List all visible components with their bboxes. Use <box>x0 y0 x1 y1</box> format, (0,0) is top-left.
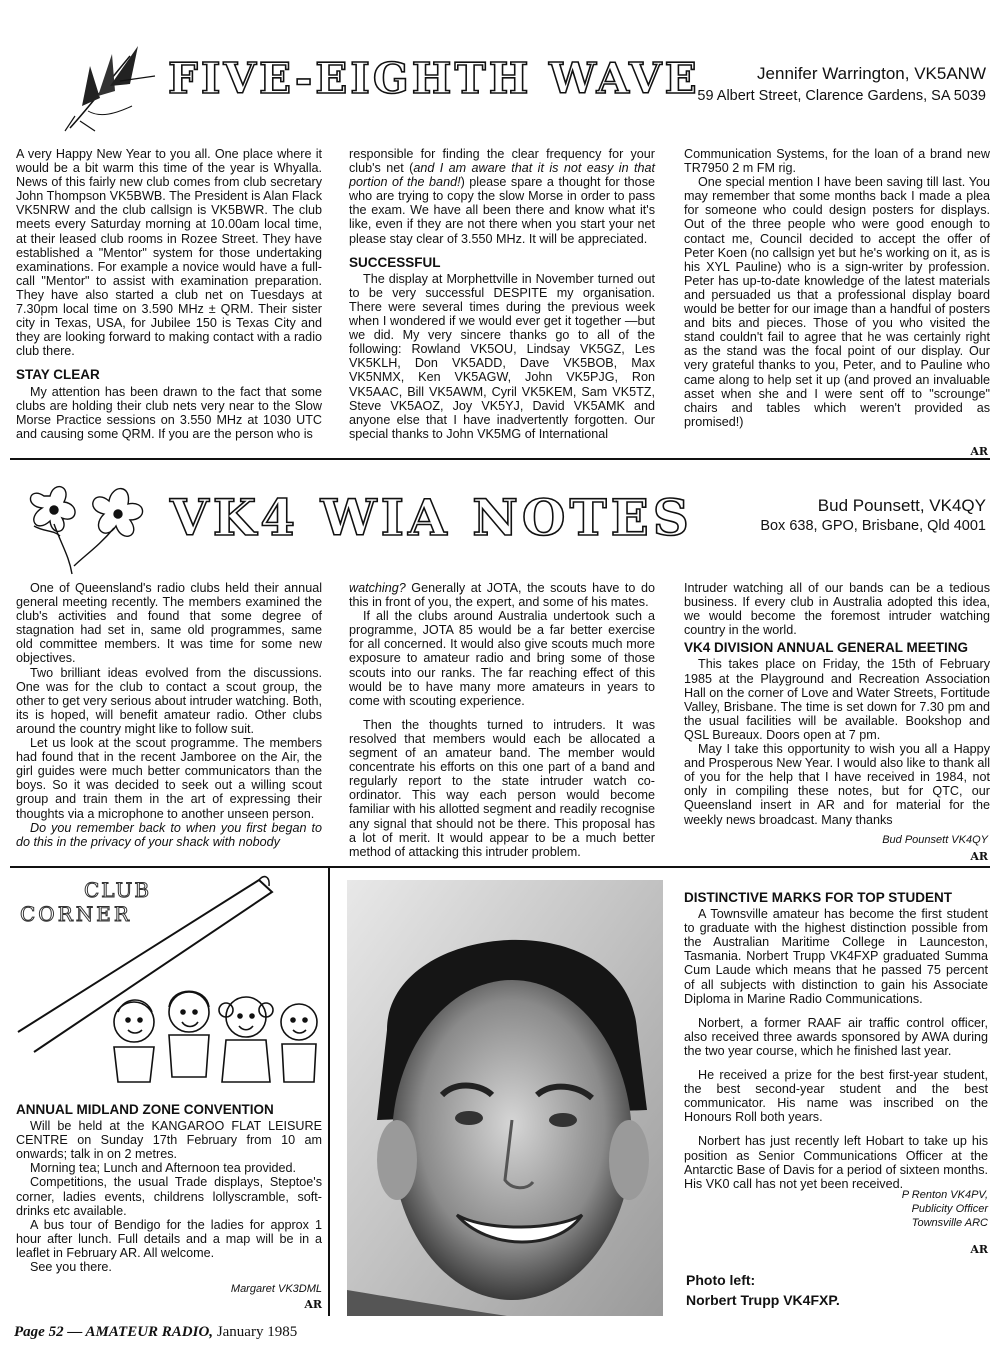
photo-caption-name: Norbert Trupp VK4FXP. <box>686 1292 840 1308</box>
ar-mark: AR <box>970 445 988 458</box>
signature-org: Townsville ARC <box>911 1217 988 1229</box>
paragraph: May I take this opportunity to wish you all a Happy and Prosperous New Year. I would also like to thank all of you for the help that I have received in 1984, not only in compiling these notes, but for QTC, our Queensland insert in AR and for material for the weekly news broadcast. Many thanks <box>684 742 990 827</box>
ar-mark: AR <box>970 1243 988 1256</box>
five-eighth-wave-title: FIVE-EIGHTH WAVE <box>168 54 700 103</box>
paragraph <box>349 147 655 246</box>
vk4-agm-heading: VK4 DIVISION ANNUAL GENERAL MEETING <box>684 640 969 656</box>
paragraph: This takes place on Friday, the 15th of February 1985 at the Playground and Recreation Association Hall on the corner of Love and Water Streets, Fortitude Valley, Brisbane. The time is set down for 7.30 pm and the usual facilities will be available. Bookshop and QSL Bureaux. Doors open at 7 pm. <box>684 657 990 742</box>
italic-text-run: and I am aware that it is not easy in that portion of the band! <box>349 161 655 190</box>
paragraph: If all the clubs around Australia undertook such a programme, JOTA 85 would be a far better exercise for all concerned. It would also give scouts much more exposure to amateur radio and bring some of those scouts into our ranks. The far reaching effect of this would be to have many more amateurs in years to come with scouting experience. <box>349 609 655 708</box>
signature-margaret: Margaret VK3DML <box>230 1283 322 1295</box>
paragraph: Norbert, a former RAAF air traffic control officer, also received three awards sponsored by AWA during the two year course, which he finished last year. <box>684 1015 988 1058</box>
page-footer <box>14 1324 297 1341</box>
successful-heading: SUCCESSFUL <box>349 254 441 270</box>
signature-renton: P Renton VK4PV, <box>901 1189 988 1201</box>
club-corner-illustration <box>14 872 326 1102</box>
section-divider <box>10 458 990 460</box>
text-run: Generally at JOTA, the scouts have to do this in front of you, the expert, and some of his mates. <box>349 581 655 610</box>
text-run: responsible for finding the clear frequency for your club's net ( <box>349 147 655 176</box>
section2-column-3 <box>684 581 990 827</box>
stay-clear-heading: STAY CLEAR <box>16 367 100 383</box>
signature-title: Publicity Officer <box>911 1203 988 1215</box>
paragraph: Morning tea; Lunch and Afternoon tea provided. <box>30 1161 297 1176</box>
ar-mark: AR <box>304 1298 322 1311</box>
section1-column-1 <box>16 147 322 441</box>
section1-column-3 <box>684 147 990 429</box>
paragraph: Will be held at the KANGAROO FLAT LEISURE CENTRE on Sunday 17th February from 10 am onwards; talk in on 2 metres. <box>16 1119 322 1162</box>
paragraph: My attention has been drawn to the fact that some clubs are holding their club nets very near to the Slow Morse Practice sessions on 3.550 MHz at 1030 UTC and causing some QRM. If you are the person who is <box>16 384 322 441</box>
paragraph: Intruder watching all of our bands can be a tedious business. If every club in Australia adopted this idea, we would become the foremost intruder watching country in the world. <box>684 581 990 638</box>
paragraph: Competitions, the usual Trade displays, Steptoe's corner, ladies events, childrens lollyscramble, soft-drinks etc available. <box>16 1175 322 1218</box>
footer-page: Page 52 — AMATEUR RADIO, <box>14 1324 214 1340</box>
section1-author: Jennifer Warrington, VK5ANW <box>757 64 986 83</box>
paragraph: See you there. <box>30 1260 112 1275</box>
top-student-article <box>684 891 988 1191</box>
paragraph: A Townsville amateur has become the first student to graduate with the highest distinction possible from the Australian Maritime College in Launceston, Tasmania. Norbert Trupp VK4FXP graduated Summa Cum Laude which means that he passed 75 percent of all subjects with distinction to gain his Associate Diploma in Marine Radio Communications. <box>684 907 988 1006</box>
section2-author: Bud Pounsett, VK4QY <box>817 496 986 515</box>
paragraph: One of Queensland's radio clubs held their annual general meeting recently. The members examined the club's activities and found that some degree of stagnation had set in, same old programmes, same old committee members. It was time for some new objectives. <box>16 581 322 666</box>
photo-caption-label: Photo left: <box>686 1272 756 1288</box>
top-student-heading: DISTINCTIVE MARKS FOR TOP STUDENT <box>684 890 953 905</box>
midland-convention-heading: ANNUAL MIDLAND ZONE CONVENTION <box>16 1102 274 1117</box>
paragraph: Two brilliant ideas evolved from the discussions. One was for the club to contact a scout group, the other to get very serious about intruder watching. Both, its is hoped, will benefit amateur radio. Other clubs around the country might like to follow suit. <box>16 665 322 736</box>
section2-column-2 <box>349 581 655 859</box>
column-divider <box>328 868 330 1316</box>
club-corner-text <box>16 1103 322 1274</box>
paragraph: One special mention I have been saving till last. You may remember that some months back I made a plea for someone who could design posters for displays. Out of the three people who were good enough to contact me, Council decided to accept the offer of Peter Koen (no callsign yet but he's working on it, as is his XYL Pauline) who is a sign-writer by profession. Peter has up-to-date knowledge of the latest materials and persuaded us that a professional display board would be better for our image than a handful of posters and bits and pieces. Those of you who visited the stand couldn't fail to agree that he was certainly right as the stand was the focal point of our display. Our very grateful thanks to you, Peter, and to Pauline who came along to help set it up (and proved an invaluable asset when she and I were sent off to "scrounge" chairs and tables which weren't provided as promised!) <box>684 175 990 429</box>
paragraph: A bus tour of Bendigo for the ladies for approx 1 hour after lunch. Full details and a map will be in a leaflet in February AR. All welcome. <box>16 1217 322 1260</box>
vk4-wia-notes-title: VK4 WIA NOTES <box>170 488 693 547</box>
paragraph: Then the thoughts turned to intruders. It was resolved that members would each be allocated a segment of an amateur band. The member would concentrate his efforts on this one part of a band and regularly report to the state intruder watch co-ordinator. This way each person would become familiar with his allotted segment and readily recognise any signal that should not be there. This proposal has a lot of merit. It would appear to be a much better method of attacking this intruder problem. <box>349 717 655 859</box>
paragraph <box>349 581 655 609</box>
section2-address: Box 638, GPO, Brisbane, Qld 4001 <box>760 518 986 534</box>
signature-bud-pounsett: Bud Pounsett VK4QY <box>882 834 988 846</box>
flowers-sketch-icon <box>14 466 164 576</box>
section-divider <box>10 866 990 868</box>
paragraph: The display at Morphettville in November turned out to be very successful DESPITE my organisation. There were several times during the previous week when I wondered if we would ever get it together —but we did. My very sincere thanks go to all of the following: Rowland VK5OU, Lindsay VK5GZ, Les VK5KLH, Don VK5ADD, Dave VK5BOB, Max VK5NMX, Ken VK5AGW, John VK5PJG, Ron VK5AAC, Bill VK5AWM, Cyril VK5KEM, Sam VK5TZ, Steve VK5AOZ, Joy VK5YJ, David VK5AMK and anyone else that I have inadvertently forgotten. Our special thanks to John VK5MG of International <box>349 271 655 441</box>
paragraph: He received a prize for the best first-year student, the best second-year student and the best communicator. His name was inscribed on the Honours Roll both years. <box>684 1068 988 1125</box>
club-logo-line-1: CLUB <box>84 878 152 902</box>
text-run: ) please spare a thought for those who are trying to copy the slow Morse in order to pass the exam. We have all been there and know what it's like, even if they are not there when you start your net please stay clear of 3.550 MHz. It will be appreciated. <box>349 175 655 246</box>
paragraph: Norbert has just recently left Hobart to take up his position as Senior Communications Officer at the Antarctic Base of Davis for a period of sixteen months. His VK0 call has not yet been received. <box>684 1134 988 1191</box>
footer-date: January 1985 <box>213 1324 298 1340</box>
paragraph: Communication Systems, for the loan of a brand new TR7950 2 m FM rig. <box>684 147 990 176</box>
section1-column-2 <box>349 147 655 441</box>
portrait-photo <box>347 880 663 1316</box>
section2-column-1 <box>16 581 322 849</box>
paragraph: Let us look at the scout programme. The members had found that in the recent Jamboree on the Air, the girl guides were much better communicators than the boys. So it was decided to seek out a willing scout group and train them in the art of expressing their thoughts via a microphone to another unseen person. <box>16 736 322 821</box>
ar-mark: AR <box>970 850 988 863</box>
paragraph: Do you remember back to when you first began to do this in the privacy of your shack with nobody <box>16 820 322 849</box>
paragraph: A very Happy New Year to you all. One place where it would be a bit warm this time of the year is Whyalla. News of this fairly new club comes from club secretary John Thompson VK5BWB. The President is Alan Flack VK5NRW and the club callsign is VK5BWR. The club meets every Saturday morning at 10.00am local time, at their leased club rooms in Rozee Street. They have established a "Mentor" system for those undertaking examinations. For example a novice would have a full-call "Mentor" to assist with examination preparation. They have also started a club net on Tuesdays at 7.30pm local time on 3.590 MHz ± QRM. Their sister city in Texas, USA, for Jubilee 150 is Texas City and they are looking forward to making contact with a radio club there. <box>16 147 322 359</box>
five-eighth-wave-logo-sketch <box>60 36 160 136</box>
club-logo-line-2: CORNER <box>20 902 132 926</box>
italic-text-run: watching? <box>349 581 406 595</box>
section1-address: 59 Albert Street, Clarence Gardens, SA 5039 <box>697 88 986 104</box>
